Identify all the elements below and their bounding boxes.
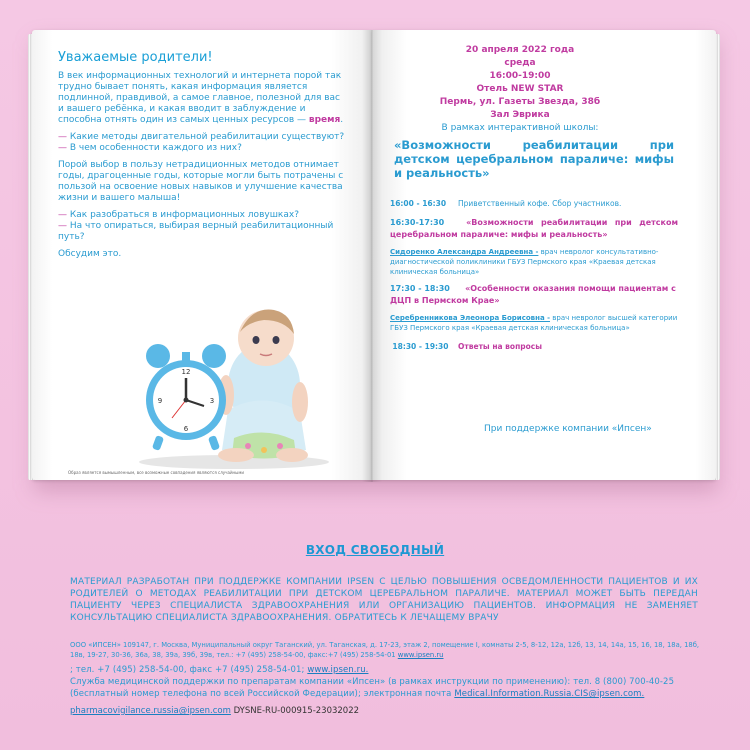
question-text: Какие методы двигательной реабилитации существуют? xyxy=(69,132,345,142)
event-info xyxy=(360,44,680,135)
company-text: ООО «ИПСЕН» 109147, г. Москва, Муниципальный округ Таганский, ул. Таганская, д. 17-23, этаж 2, помещение I, комнаты 2-5, 8-12, 12а, 12б, 13, 14, 14а, 15, 16, 18, 18а, 18б, 18в, 19-27, 30-36, 36а, 38, 39а, 39б, 39в, тел.: +7 (495) 258-54-00, факс:+7 (495) 258-54-01 xyxy=(70,641,700,659)
service-line xyxy=(70,676,710,700)
intro-paragraph xyxy=(58,71,348,126)
contacts-block xyxy=(70,664,710,700)
question-text: В чем особенности каждого из них? xyxy=(69,143,242,153)
intro-bold-word: время xyxy=(308,115,341,125)
pharmacovigilance-email-link[interactable]: pharmacovigilance.russia@ipsen.com xyxy=(70,706,231,716)
medical-email-link[interactable]: Medical.Information.Russia.CIS@ipsen.com. xyxy=(454,689,645,699)
event-weekday: среда xyxy=(504,58,536,68)
paragraph-2: Порой выбор в пользу нетрадиционных методов отнимает годы, драгоценные годы, которые могли быть потрачены с пользой на освоение новых навыков и улучшение качества жизни и вашего малыша! xyxy=(58,160,344,203)
program-item xyxy=(390,283,678,307)
free-entry-heading: ВХОД СВОБОДНЫЙ xyxy=(305,543,445,557)
svg-text:12: 12 xyxy=(181,368,191,376)
intro-text: В век информационных технологий и интернета порой так трудно бывает понять, какая информация является подлинной, правдивой, а самое главное, полезной для вас и вашего ребёнка, и какая вводит в заблуждение и способна отнять один из самых ценных ресурсов — xyxy=(58,71,342,125)
program-time: 16:00 - 16:30 xyxy=(390,199,447,208)
program-item xyxy=(390,198,678,209)
pv-line xyxy=(70,706,359,716)
speaker-block xyxy=(390,313,678,333)
program-list xyxy=(390,198,678,352)
intro-end: . xyxy=(340,115,344,125)
speaker-name: Сидоренко Александра Андреевна - xyxy=(390,248,539,256)
program-time: 16:30-17:30 xyxy=(390,218,445,227)
svg-text:6: 6 xyxy=(183,425,189,433)
school-heading: «Возможности реабилитации при детском церебральном параличе: мифы и реальность» xyxy=(394,138,674,180)
program-desc: Ответы на вопросы xyxy=(458,342,543,351)
question-item: — На что опираться, выбирая верный реабилитационный путь? xyxy=(58,221,334,242)
question-text: На что опираться, выбирая верный реабилитационный путь? xyxy=(58,221,334,242)
event-date: 20 апреля 2022 года xyxy=(465,45,575,55)
program-desc: «Особенности оказания помощи пациентам с ДЦП в Пермском Крае» xyxy=(390,284,676,305)
service-line-text: Служба медицинской поддержки по препаратам компании «Ипсен» (в рамках инструкции по применению): тел. 8 (800) 700-40-25 (бесплатный номер телефона по всей Российской Федерации); электронная почта xyxy=(70,677,675,699)
program-desc: «Возможности реабилитации при детском церебральном параличе: мифы и реальность» xyxy=(390,218,678,239)
svg-text:9: 9 xyxy=(157,397,163,405)
program-item xyxy=(390,341,678,352)
alarm-clock-icon xyxy=(146,344,226,451)
speaker-name: Серебренникова Элеонора Борисовна - xyxy=(390,314,551,322)
speaker-role: врач невролог высшей категории ГБУЗ Пермского края «Краевая детская клиническая больница» xyxy=(390,314,678,332)
speaker-block xyxy=(390,247,678,277)
phone-line-text: ; тел. +7 (495) 258-54-00, факс +7 (495) 258-54-01; xyxy=(70,665,305,675)
discuss-text: Обсудим это. xyxy=(58,249,122,259)
website-link[interactable]: www.ipsen.ru. xyxy=(307,665,369,675)
event-hall: Зал Эврика xyxy=(490,110,550,120)
support-note: При поддержке компании «Ипсен» xyxy=(484,424,652,434)
program-time: 17:30 - 18:30 xyxy=(390,284,450,293)
question-item: — В чем особенности каждого из них? xyxy=(58,143,242,153)
event-venue: Отель NEW STAR xyxy=(476,84,564,94)
event-time: 16:00-19:00 xyxy=(489,71,551,81)
question-item: — Какие методы двигательной реабилитации существуют? xyxy=(58,132,345,142)
company-website-link[interactable]: www.ipsen.ru xyxy=(397,651,444,659)
document-id: DYSNE-RU-000915-23032022 xyxy=(233,706,360,716)
program-time: 18:30 - 19:30 xyxy=(392,342,449,351)
event-address: Пермь, ул. Газеты Звезда, 38б xyxy=(439,97,601,107)
program-desc: Приветственный кофе. Сбор участников. xyxy=(458,199,622,208)
question-text: Как разобраться в информационных ловушках? xyxy=(69,210,299,220)
program-item xyxy=(390,217,678,241)
image-disclaimer: Образ является вымышленным, все возможные совпадения являются случайными xyxy=(68,470,244,475)
phone-line xyxy=(70,664,710,676)
left-page-content xyxy=(58,50,348,260)
question-item: — Как разобраться в информационных ловушках? xyxy=(58,210,299,220)
company-address xyxy=(70,640,710,660)
legal-disclaimer: МАТЕРИАЛ РАЗРАБОТАН ПРИ ПОДДЕРЖКЕ КОМПАНИИ IPSEN С ЦЕЛЬЮ ПОВЫШЕНИЯ ОСВЕДОМЛЕННОСТИ ПАЦИЕНТОВ И ИХ РОДИТЕЛЕЙ О МЕТОДАХ РЕАБИЛИТАЦИИ ПРИ ДЕТСКОМ ЦЕРЕБРАЛЬНОМ ПАРАЛИЧЕ. МАТЕРИАЛ МОЖЕТ БЫТЬ ПЕРЕДАН ПАЦИЕНТУ ЧЕРЕЗ СПЕЦИАЛИСТА ЗДРАВООХРАНЕНИЯ ИЛИ ОРГАНИЗАЦИЮ ПАЦИЕНТОВ. ИНФОРМАЦИЯ НЕ ЗАМЕНЯЕТ КОНСУЛЬТАЦИЮ СПЕЦИАЛИСТА ЗДРАВООХРАНЕНИЯ. ОБРАТИТЕСЬ К ЛЕЧАЩЕМУ ВРАЧУ xyxy=(70,577,698,623)
greeting-title: Уважаемые родители! xyxy=(58,50,213,65)
speaker-role: врач невролог консультативно-диагностической поликлиники ГБУЗ Пермского края «Краевая детская клиническая больница» xyxy=(390,248,659,276)
svg-text:3: 3 xyxy=(209,397,215,405)
baby-with-clock-image xyxy=(124,290,334,470)
school-note: В рамках интерактивной школы: xyxy=(441,123,599,133)
